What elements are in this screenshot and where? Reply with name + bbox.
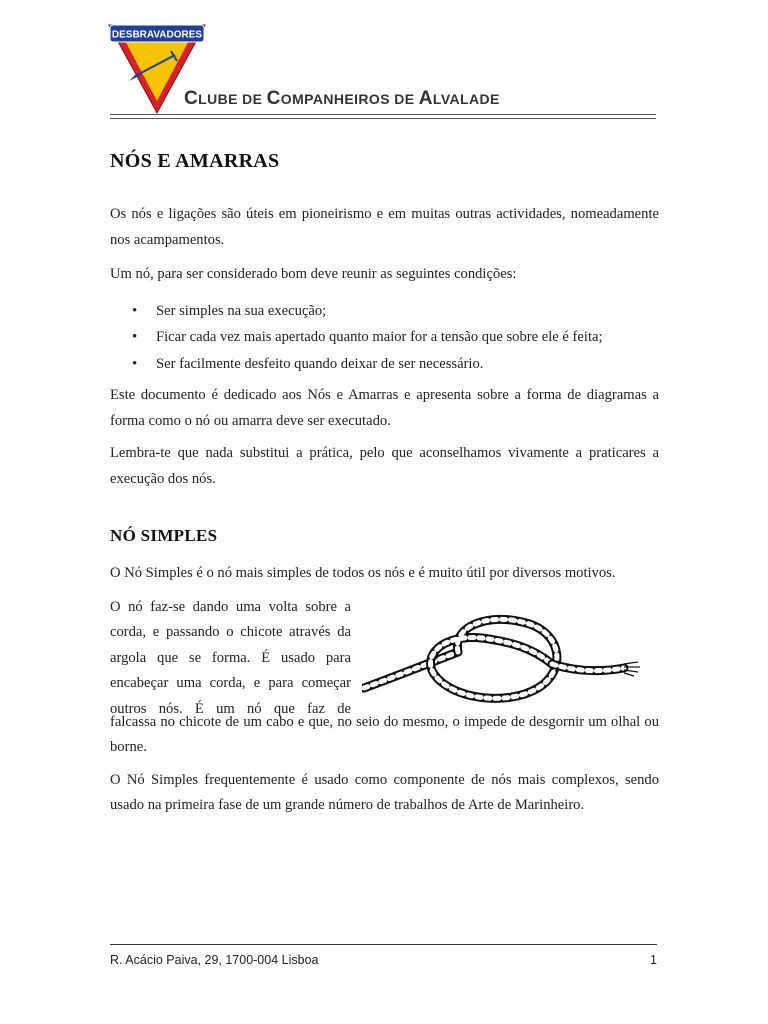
- overhand-knot-illustration: [362, 608, 644, 712]
- section-paragraph-1: O Nó Simples é o nó mais simples de todos os nós e é muito útil por diversos motivos.: [110, 565, 616, 581]
- section-paragraph-2-rest: falcassa no chicote de um cabo e que, no seio do mesmo, o impede de desgornir um olhal ou borne.: [110, 713, 659, 755]
- section-heading: NÓ SIMPLES: [110, 526, 218, 545]
- club-name: CLUBE DE COMPANHEIROS DE ALVALADE: [184, 88, 500, 109]
- intro-paragraph-4: Lembra-te que nada substitui a prática, pelo que aconselhamos vivamente a praticares a execução dos nós.: [110, 445, 659, 487]
- intro-paragraph-2: Um nó, para ser considerado bom deve reunir as seguintes condições:: [110, 266, 517, 282]
- footer-address: R. Acácio Paiva, 29, 1700-004 Lisboa: [110, 953, 319, 967]
- section-paragraph-3: O Nó Simples frequentemente é usado como componente de nós mais complexos, sendo usado na primeira fase de um grande número de trabalhos de Arte de Marinheiro.: [110, 771, 659, 813]
- intro-paragraph-1: Os nós e ligações são úteis em pioneirismo e em muitas outras actividades, nomeadamente nos acampamentos.: [110, 206, 659, 248]
- intro-paragraph-3: Este documento é dedicado aos Nós e Amarras e apresenta sobre a forma de diagramas a forma como o nó ou amarra deve ser executado.: [110, 387, 659, 429]
- logo-text: DESBRAVADORES: [111, 29, 203, 41]
- header-divider: [110, 114, 656, 119]
- list-item: • Ficar cada vez mais apertado quanto maior for a tensão que sobre ele é feita;: [110, 324, 659, 351]
- list-item: • Ser facilmente desfeito quando deixar de ser necessário.: [110, 351, 659, 378]
- conditions-list: [110, 298, 659, 378]
- page-number: 1: [650, 953, 657, 967]
- wrapped-text: O nó faz-se dando uma volta sobre a corda, e passando o chicote através da argola que se forma. É usado para encabeçar uma corda, e para começar outros nós. É um nó que faz de: [110, 598, 351, 717]
- document-title: NÓS E AMARRAS: [110, 150, 280, 172]
- document-body: [110, 150, 659, 819]
- knot-figure-row: [110, 595, 659, 716]
- list-item: • Ser simples na sua execução;: [110, 298, 659, 325]
- footer-divider: [110, 944, 657, 945]
